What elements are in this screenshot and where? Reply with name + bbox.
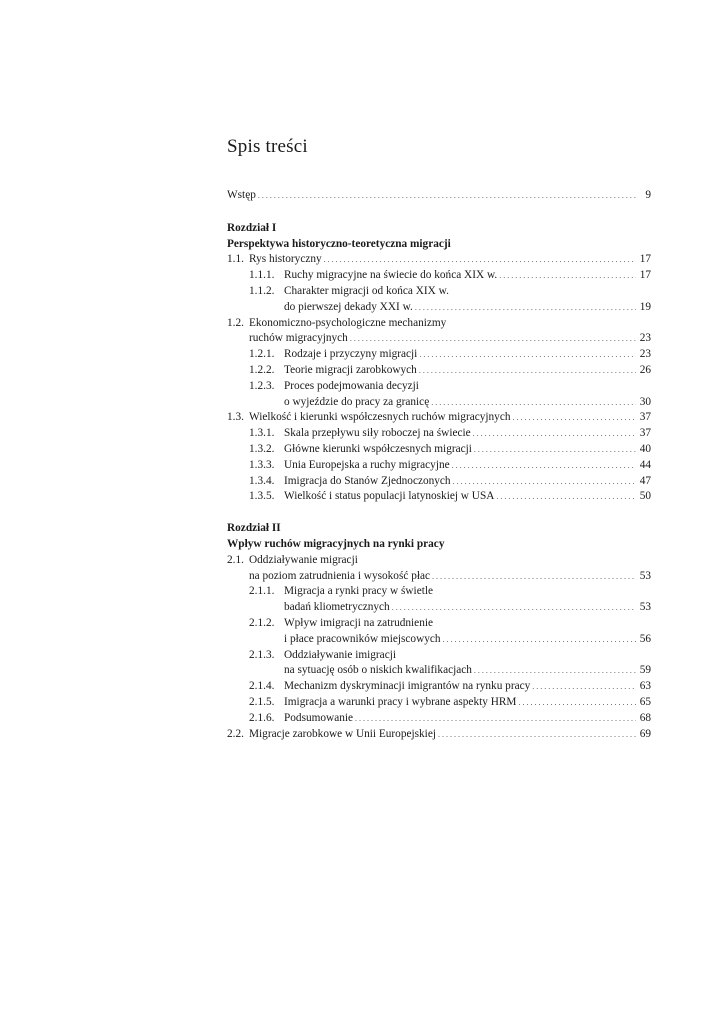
toc-page-number: 68 — [639, 711, 651, 724]
toc-entry — [227, 584, 651, 600]
toc-entry-text: na sytuację osób o niskich kwalifikacjach — [284, 664, 472, 677]
toc-entry-text: na poziom zatrudnienia i wysokość płac — [249, 569, 431, 582]
toc-page-number: 69 — [639, 727, 651, 740]
toc-entry[interactable] — [227, 363, 651, 379]
toc-entry-number: 2.1.5. — [249, 695, 275, 708]
toc-entry-continuation[interactable] — [227, 331, 651, 347]
toc-entry-text: Ruchy migracyjne na świecie do końca XIX w. — [284, 269, 498, 282]
toc-entry-number: 1.2.3. — [249, 379, 275, 392]
dot-leader — [432, 569, 636, 585]
toc-entry-number: 2.1.2. — [249, 616, 275, 629]
toc-entry-text: Ekonomiczno-psychologiczne mechanizmy — [249, 316, 447, 329]
toc-entry — [227, 284, 651, 300]
toc-entry[interactable] — [227, 679, 651, 695]
dot-leader — [474, 442, 636, 458]
toc-entry[interactable] — [227, 458, 651, 474]
toc-entry-text: Podsumowanie — [284, 711, 354, 724]
toc-entry-number: 1.1. — [227, 253, 244, 266]
toc-entry[interactable] — [227, 268, 651, 284]
dot-leader — [532, 679, 636, 695]
toc-entry-number: 2.2. — [227, 727, 244, 740]
toc-entry-text: do pierwszej dekady XXI w. — [284, 300, 413, 313]
dot-leader — [513, 410, 637, 426]
toc-entry-text: Migracje zarobkowe w Unii Europejskiej — [249, 727, 436, 740]
toc-entry-text: Charakter migracji od końca XIX w. — [284, 284, 449, 297]
dot-leader — [518, 695, 636, 711]
toc-entry-number: 2.1.6. — [249, 711, 275, 724]
toc-entry-number: 2.1.3. — [249, 648, 275, 661]
toc-entry-number: 1.1.2. — [249, 284, 275, 297]
table-of-contents — [227, 188, 651, 742]
chapter-section — [227, 221, 651, 505]
toc-entry-text: Wstęp — [227, 189, 256, 201]
toc-entry-text: Oddziaływanie imigracji — [284, 648, 396, 661]
dot-leader — [499, 268, 636, 284]
toc-entry[interactable] — [227, 442, 651, 458]
toc-entry-number: 1.3. — [227, 411, 244, 424]
toc-page-number: 40 — [639, 442, 651, 455]
toc-entry-text: o wyjeździe do pracy za granicę — [284, 395, 430, 408]
toc-entry[interactable] — [227, 695, 651, 711]
toc-entry-continuation[interactable] — [227, 395, 651, 411]
dot-leader — [453, 474, 636, 490]
toc-entry-text: Główne kierunki współczesnych migracji — [284, 442, 472, 455]
dot-leader — [431, 395, 636, 411]
chapter-section — [227, 505, 651, 742]
dot-leader — [474, 663, 636, 679]
toc-entry — [227, 379, 651, 395]
page-title: Spis treści — [227, 136, 308, 157]
toc-entry-number: 1.2.1. — [249, 348, 275, 361]
chapters-list — [227, 221, 651, 743]
dot-leader — [415, 300, 636, 316]
toc-page-number: 50 — [639, 490, 651, 503]
toc-entry — [227, 553, 651, 569]
dot-leader — [438, 727, 636, 743]
toc-entry-continuation[interactable] — [227, 569, 651, 585]
toc-entry-number: 2.1.1. — [249, 585, 275, 598]
toc-entry-text: Wielkość i status populacji latynoskiej w USA — [284, 490, 495, 503]
toc-entry-text: Oddziaływanie migracji — [249, 553, 358, 566]
toc-entry-continuation[interactable] — [227, 663, 651, 679]
toc-page-number: 44 — [639, 458, 651, 471]
toc-entry-text: i płace pracowników miejscowych — [284, 632, 441, 645]
toc-page-number: 17 — [639, 253, 651, 266]
dot-leader — [419, 363, 636, 379]
toc-entry-text: Mechanizm dyskryminacji imigrantów na rynku pracy — [284, 680, 531, 693]
chapter-spacer — [227, 505, 651, 521]
toc-page-number: 53 — [639, 569, 651, 582]
toc-entry-text: Imigracja do Stanów Zjednoczonych — [284, 474, 451, 487]
dot-leader — [350, 331, 636, 347]
chapter-label: Rozdział II — [227, 522, 281, 535]
toc-entry-text: Teorie migracji zarobkowych — [284, 363, 417, 376]
toc-entry-number: 1.2.2. — [249, 363, 275, 376]
toc-page-number: 56 — [639, 632, 651, 645]
toc-page-number: 23 — [639, 348, 651, 361]
toc-entry-text: badań kliometrycznych — [284, 601, 390, 614]
toc-page-number: 17 — [639, 269, 651, 282]
toc-entry-text: Skala przepływu siły roboczej na świecie — [284, 427, 471, 440]
toc-entry-number: 1.2. — [227, 316, 244, 329]
chapter-title: Wpływ ruchów migracyjnych na rynki pracy — [227, 537, 445, 550]
dot-leader — [258, 188, 636, 204]
toc-entry-number: 2.1.4. — [249, 680, 275, 693]
toc-page-number: 37 — [639, 411, 651, 424]
dot-leader — [473, 426, 636, 442]
toc-entry-text: Proces podejmowania decyzji — [284, 379, 419, 392]
toc-entry — [227, 648, 651, 664]
dot-leader — [324, 252, 636, 268]
toc-entry-number: 1.3.4. — [249, 474, 275, 487]
toc-entry[interactable] — [227, 474, 651, 490]
toc-entry-text: Wpływ imigracji na zatrudnienie — [284, 616, 433, 629]
toc-entry-number: 1.3.2. — [249, 442, 275, 455]
toc-entry[interactable] — [227, 426, 651, 442]
toc-entry-continuation[interactable] — [227, 300, 651, 316]
toc-page-number: 26 — [639, 363, 651, 376]
toc-entry — [227, 316, 651, 332]
toc-entry[interactable] — [227, 410, 651, 426]
toc-entry-text: Wielkość i kierunki współczesnych ruchów migracyjnych — [249, 411, 511, 424]
toc-page-number: 30 — [639, 395, 651, 408]
toc-page-number: 23 — [639, 332, 651, 345]
toc-page-number: 63 — [639, 680, 651, 693]
toc-entry-number: 2.1. — [227, 553, 244, 566]
toc-entry-text: Rys historyczny — [249, 253, 322, 266]
toc-entry[interactable] — [227, 252, 651, 268]
toc-entry-text: Migracja a rynki pracy w świetle — [284, 585, 433, 598]
toc-entry — [227, 616, 651, 632]
toc-page-number: 9 — [645, 189, 651, 201]
toc-entry-continuation[interactable] — [227, 600, 651, 616]
dot-leader — [419, 347, 636, 363]
dot-leader — [452, 458, 636, 474]
toc-entry-number: 1.3.3. — [249, 458, 275, 471]
dot-leader — [355, 711, 636, 727]
toc-entry[interactable] — [227, 347, 651, 363]
toc-entry-number: 1.1.1. — [249, 269, 275, 282]
chapter-label: Rozdział I — [227, 221, 277, 234]
toc-entry[interactable] — [227, 711, 651, 727]
toc-entry-continuation[interactable] — [227, 632, 651, 648]
toc-entry-text: Rodzaje i przyczyny migracji — [284, 348, 418, 361]
toc-entry-number: 1.3.5. — [249, 490, 275, 503]
toc-page-number: 47 — [639, 474, 651, 487]
chapter-title: Perspektywa historyczno-teoretyczna migracji — [227, 237, 451, 250]
toc-page-number: 59 — [639, 664, 651, 677]
toc-page-number: 53 — [639, 601, 651, 614]
toc-entry-text: Unia Europejska a ruchy migracyjne — [284, 458, 450, 471]
dot-leader — [443, 632, 636, 648]
toc-entry-intro[interactable] — [227, 188, 651, 204]
toc-page-number: 65 — [639, 695, 651, 708]
toc-entry[interactable] — [227, 727, 651, 743]
toc-entry-number: 1.3.1. — [249, 427, 275, 440]
toc-page-number: 19 — [639, 300, 651, 313]
toc-entry[interactable] — [227, 489, 651, 505]
dot-leader — [392, 600, 636, 616]
toc-entry-text: Imigracja a warunki pracy i wybrane aspekty HRM — [284, 695, 517, 708]
toc-entry-text: ruchów migracyjnych — [249, 332, 348, 345]
dot-leader — [496, 489, 636, 505]
toc-page-number: 37 — [639, 427, 651, 440]
